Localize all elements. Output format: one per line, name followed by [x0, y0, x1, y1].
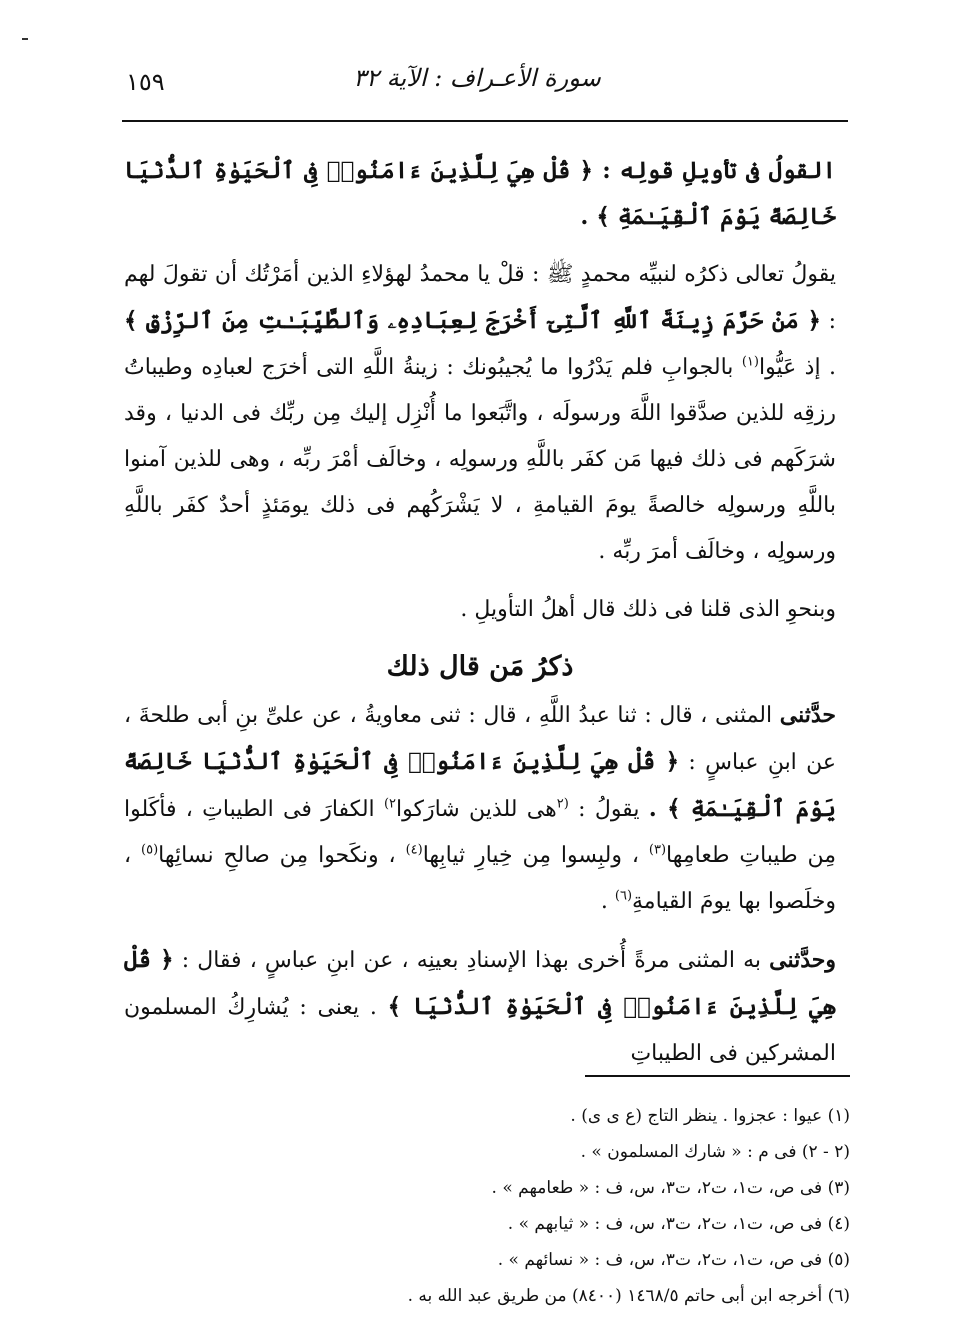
footnote-ref-6[interactable]: (٦) — [614, 888, 633, 904]
narration2-chain: به المثنى مرةً أُخرى بهذا الإسنادِ بعينِه ، عن ابنِ عباسٍ ، فقال : — [181, 948, 761, 973]
scan-mark — [22, 38, 28, 40]
narration-t1: يقولُ : — [578, 797, 640, 822]
footnote-5: (٥) فى ص، ت١، ت٢، ت٣، س، ف : « نسائهم » . — [497, 1250, 850, 1270]
footnote-ref-2-open[interactable]: (٢ — [556, 796, 569, 812]
narration2-lead: وحدَّثنى — [769, 947, 836, 973]
para1-verse: ﴿ مَنْ حَرَّمَ زِينَةَ ٱللَّهِ ٱلَّتِىٓ أَخْرَجَ لِعِبَادِهِۦ وَٱلطَّيِّبَـٰتِ مِنَ ٱلرِّزْقِ ﴾ — [124, 307, 821, 334]
para1-part2: . إذ عَيُّوا — [758, 355, 836, 380]
footnote-rule — [585, 1075, 850, 1077]
narration2-verse: ﴿ قُلْ هِيَ لِلَّذِينَ ءَامَنُوا۟ فِى ٱلْحَيَوٰةِ ٱلدُّنْيَا ﴾ — [124, 946, 836, 1020]
paragraph-commentary — [124, 252, 836, 575]
narration-t5: ، ونكَحوا مِن صالحِ نسائِها — [158, 843, 396, 868]
page-header — [122, 62, 832, 102]
footnote-ref-5[interactable]: (٥) — [141, 842, 159, 858]
heading-verse: ﴿ قُلْ هِيَ لِلَّذِينَ ءَامَنُوا۟ فِى ٱلْحَيَوٰةِ ٱلدُّنْيَا خَالِصَةً يَوْمَ ٱلْقِيَـٰمَةِ ﴾ . — [124, 157, 836, 230]
narration-chain: المثنى ، قال : ثنا عبدُ اللَّهِ ، قال : ثنى معاويةُ ، عن علىِّ بنِ أبى طلحةَ ، عن ابنِ عباسٍ : — [124, 703, 837, 775]
narration-t4: ، ولبِسوا مِن خِيارِ ثيابِها — [422, 843, 639, 868]
footnote-ref-3[interactable]: (٣) — [648, 842, 667, 858]
para1-part3: بالجوابِ فلم يَدْرُوا ما يُجيبُونك : زينةُ اللَّهِ التى أخرَج لعبادِه وطيباتُ رزقِه للذين صدَّقوا اللَّهَ ورسولَه ، واتَّبَعوا ما أُنْزِل إليك مِن ربِّك فى الدنيا ، وقد شرَكَهم فى ذلك فيها مَن كفَر باللَّهِ ورسولِه ، وخالَف أمْرَ ربِّه ، وهى للذين آمنوا باللَّهِ ورسولِه خالصةً يومَ القيامةِ ، لا يَشْرَكُهم فى ذلك يومَئذٍ أحدٌ كفَر باللَّهِ ورسولِه ، وخالَف أمرَ ربِّه . — [124, 355, 836, 564]
header-rule — [122, 120, 848, 122]
section-heading: ذكرُ مَن قال ذلك — [386, 651, 574, 682]
narration2-text: . يعنى : يُشارِكُ المسلمون المشركين فى الطيباتِ — [124, 995, 836, 1066]
page-number: ١٥٩ — [126, 68, 165, 96]
paragraph-narration-1 — [124, 692, 836, 925]
narration-t6: ، وخلَصوا بها يومَ القيامةِ — [124, 843, 836, 914]
footnote-3: (٣) فى ص، ت١، ت٢، ت٣، س، ف : « طعامهم » . — [491, 1178, 850, 1198]
footnote-ref-4[interactable]: (٤) — [405, 842, 423, 858]
narration-lead: حدَّثنى — [779, 702, 836, 728]
narration-t7: . — [600, 889, 608, 914]
heading-intro: القولُ فى تأويلِ قولِه : — [602, 157, 836, 184]
footnote-2: (٢ - ٢) فى م : « شارك المسلمون » . — [580, 1142, 850, 1162]
paragraph-narration-2 — [124, 937, 836, 1077]
section-heading-verse — [124, 148, 836, 240]
running-head: سورة الأعـراف : الآية ٣٢ — [353, 64, 601, 92]
footnote-ref-2-close[interactable]: ٢) — [383, 796, 397, 812]
footnote-ref-1[interactable]: (١) — [741, 354, 759, 370]
para1-part1: يقولُ تعالى ذكرُه لنبيِّه محمدٍ ﷺ : قلْ يا محمدُ لهؤلاءِ الذين أمَرْتُك أن تقولَ لهم : — [124, 262, 837, 334]
paragraph-interpreters: وبنحوِ الذى قلنا فى ذلك قال أهلُ التأويلِ . — [460, 597, 836, 622]
footnote-6: (٦) أخرجه ابن أبى حاتم ١٤٦٨/٥ (٨٤٠٠) من طريق عبد الله به . — [407, 1286, 850, 1306]
footnote-4: (٤) فى ص، ت١، ت٢، ت٣، س، ف : « ثيابهم » . — [507, 1214, 850, 1234]
narration-t2: هى للذين شارَكوا — [396, 797, 557, 822]
footnote-1: (١) عيوا : عجزوا . ينظر التاج (ع ى ى) . — [570, 1106, 850, 1126]
narration-verse: ﴿ قُلْ هِيَ لِلَّذِينَ ءَامَنُوا۟ فِى ٱلْحَيَوٰةِ ٱلدُّنْيَا خَالِصَةً يَوْمَ ٱلْقِيَـٰمَةِ ﴾ . — [124, 748, 836, 822]
narration-t3: الكفارَ فى الطيباتِ ، فأكَلوا مِن طيباتِ طعامِها — [124, 797, 837, 868]
main-text — [124, 148, 836, 1077]
footnotes — [300, 1098, 850, 1314]
